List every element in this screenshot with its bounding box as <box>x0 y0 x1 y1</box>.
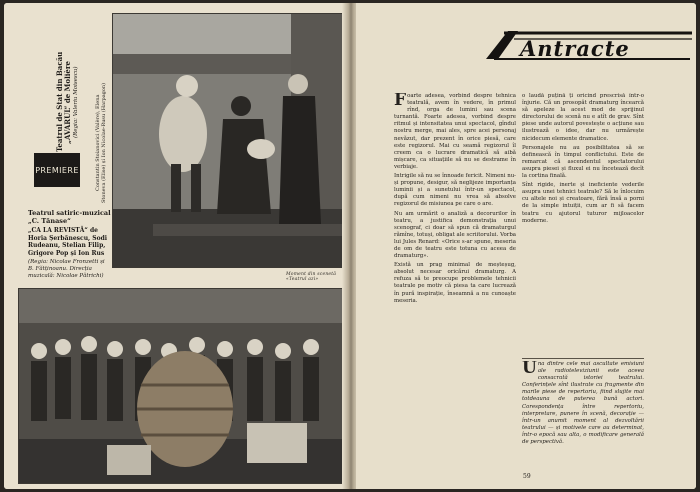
article-paragraph: Sînt rigide, inerte și ineficiente vederile asupra unei tehnici teatrale? Să le înlocuim cu altele noi și creatoare, fără însă a porni de la simple intuiții, cum ar fi să facem teatru cu ajutorul tuturor mijloacelor moderne. <box>522 182 644 224</box>
article-paragraph: Personajele nu au posibilitatea să se definească în timpul conflictului. Este de remarcat că ascendentul spectatorului asupra piesei și fluxul ei nu încetează decît la cortina finală. <box>522 144 644 180</box>
theatre-caption-line3: (Regia: Valeriu Moisescu) <box>73 66 80 138</box>
show-heading: Teatrul satiric-muzical „C. Tănase“ <box>28 209 111 226</box>
magazine-spread <box>4 3 696 489</box>
cast-caption-line2: Stoneva (Elise) și Ion Nicolae-Rusu (Harpagon) <box>100 82 107 204</box>
drop-cap-u: U <box>522 361 537 378</box>
photo-caption: Moment din scenetă «Teatrul azi» <box>286 272 337 282</box>
article-paragraph: Foarte adesea, vorbind despre tehnica teatrală, avem în vedere, în primul rînd, orga de lumini sau scena turnantă. Foarte adesea, vorbind despre ritmul și intensitatea unui spectacol, gîndul nostru merge, mai ales, spre acei personaj nevăzut, dar prezent în orice piesă, care este regizorul. Mai cu seamă regizorul îl creem ca o lucrare dramatică să aibă mișcare, ca situațiile să nu se destrame în verbiaje. <box>394 93 516 170</box>
theatre-caption-line2: „AVARUL“ de Molière <box>63 60 73 144</box>
left-page <box>4 3 348 489</box>
page-number: 59 <box>523 473 531 480</box>
stage-photo-revista-illustration <box>19 289 344 484</box>
drop-cap-f: F <box>394 93 407 110</box>
article-column-1 <box>394 93 516 465</box>
radio-note-column <box>522 361 644 479</box>
stage-photo-avarul-illustration <box>113 14 344 268</box>
article-paragraph: Există un prag minimal de meșteșug, absolut necesar oricărui dramaturg. A refuza să te preocupe problemele tehnicii teatrale pe motiv că piesa ta care lucrează în pură inspirație, înseamnă a nu cunoaște meseria. <box>394 262 516 304</box>
article-paragraph: o laudă puțină ți oricind prescrisă într-o înjurie. Că un prosopăt dramaturg încearcă să apeleze la acest mod de sprijinul directorului de scenă nu e atît de grav. Sînt piese unde autorul povestește o acțiune sau ilustrează o idee, dar nu urmărește nicidecum elemente dramatice. <box>522 93 644 142</box>
show-credits: (Regia: Nicolae Fronzetti și B. Fătținoanu. Direcția muzicală: Nicolae Pătrichi) <box>28 259 105 279</box>
show-authors: „CA LA REVISTĂ“ de Horia Șerbănescu, Sodi Rudeanu, Stelian Filip, Grigore Pop și Ion Rus <box>28 227 108 257</box>
article-column-2 <box>522 93 644 355</box>
article-paragraph: Intrigile să nu se înnoade fericit. Nimeni nu-și propune, desigur, să neglijeze importanța luminii și a sunetului într-un spectacol, după cum nimeni nu vrea să absolve regizorul de misiunea pe care o are. <box>394 173 516 208</box>
theatre-caption <box>56 43 80 161</box>
section-divider <box>522 358 644 359</box>
stage-photo-revista <box>18 288 344 484</box>
show-info <box>28 209 112 280</box>
stage-photo-avarul <box>112 13 344 268</box>
article-paragraph: Una dintre cele mai ascultate emisiuni ale radioteleviziunii este aceea consacrată istoriei teatrului. Conferințele sînt ilustrate cu fragmente din marile piese de repertoriu, fiind slujite mai totdeauna de puterea bună actori. Corespondența între repertoriu, interpretare, punere în scenă, decorație — într-un anumit moment al dezvoltării teatrului — și motivele care au determinat, într-o epocă sau alta, o modificare generală de perspectivă. <box>522 361 644 446</box>
theatre-caption-line1: Teatrul de Stat din Bacău <box>55 51 64 153</box>
premiere-label: PREMIERE <box>34 153 80 187</box>
cast-caption-line1: Constantin Stoianovici (Valère), Elena <box>95 94 101 192</box>
article-paragraph: Nu am urmărit o analiză a decorurilor în teatru, a justifica demonstrația unui scenograf, ci doar să spun că dramaturgul rămîne, totuși, obligat ale scriitorului. Vorba lui Jules Renard: «Orice s-ar spune, meseria de om de teatru este totuna cu aceea de dramaturg». <box>394 210 516 260</box>
antracte-title: Antracte <box>520 36 630 61</box>
